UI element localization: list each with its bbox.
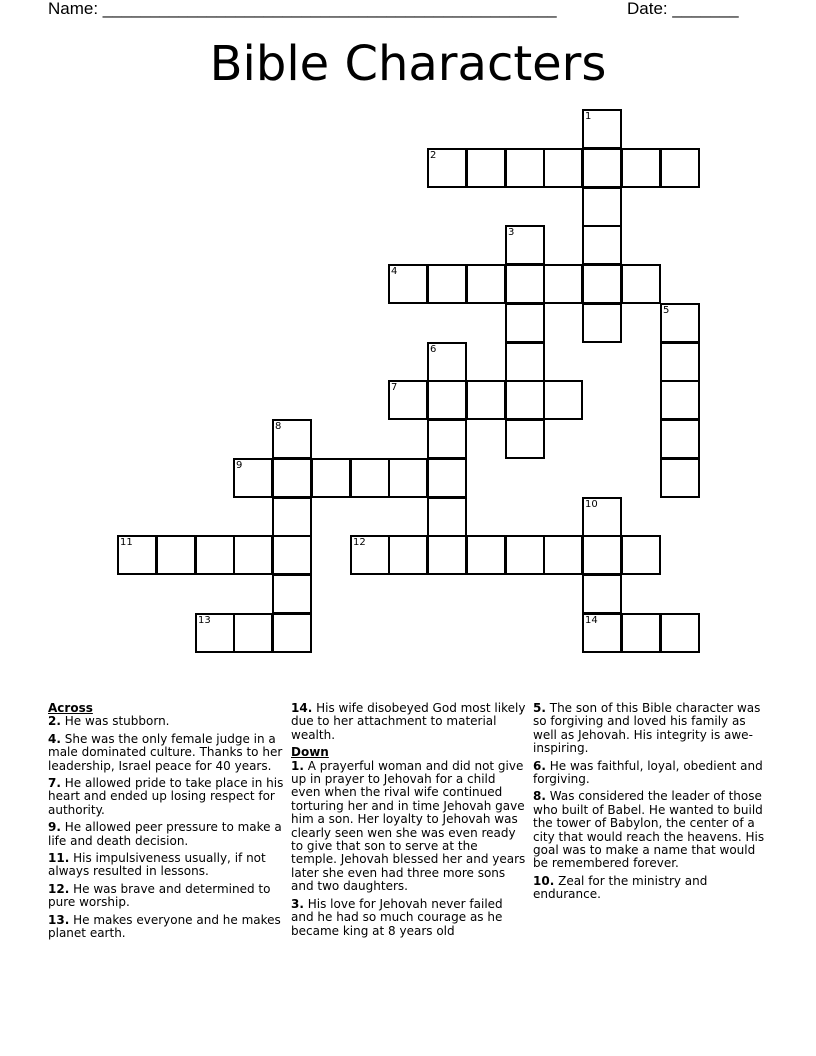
clue-number-label: 8 — [275, 421, 282, 432]
down-clue-5 — [533, 702, 769, 756]
down-heading: Down — [291, 745, 329, 760]
clue-number-label: 6 — [430, 344, 437, 355]
clue-text: He makes everyone and he makes planet earth. — [48, 912, 281, 941]
grid-cell[interactable] — [582, 303, 622, 343]
grid-cell[interactable] — [427, 380, 467, 420]
grid-cell[interactable] — [543, 264, 583, 304]
grid-cell[interactable] — [621, 535, 661, 575]
clue-number: 1. — [291, 758, 304, 773]
grid-cell[interactable] — [466, 535, 506, 575]
grid-cell[interactable] — [582, 535, 622, 575]
clue-text: Was considered the leader of those who built of Babel. He wanted to build the tower of Babylon, the center of a city that would reach the heavens. His goal was to make a name that would be remembered forever. — [533, 789, 765, 871]
grid-cell[interactable] — [427, 535, 467, 575]
grid-cell[interactable] — [582, 574, 622, 614]
across-clue-7 — [48, 777, 284, 817]
clue-number-label: 3 — [508, 227, 515, 238]
date-field-label: Date: _______ — [627, 0, 739, 18]
down-clue-8 — [533, 790, 769, 870]
across-clue-4 — [48, 733, 284, 773]
across-clue-9 — [48, 821, 284, 848]
across-clue-14 — [291, 702, 526, 742]
grid-cell[interactable] — [272, 574, 312, 614]
clue-number-label: 14 — [585, 615, 598, 626]
grid-cell[interactable] — [195, 535, 235, 575]
clue-text: His wife disobeyed God most likely due to her attachment to material wealth. — [291, 701, 526, 742]
grid-cell[interactable] — [156, 535, 196, 575]
across-clue-2 — [48, 715, 284, 728]
clue-number-label: 9 — [236, 460, 243, 471]
grid-cell[interactable] — [621, 148, 661, 188]
grid-cell[interactable] — [388, 458, 428, 498]
down-clue-10 — [533, 875, 769, 902]
down-clue-3 — [291, 898, 526, 938]
clue-text: Zeal for the ministry and endurance. — [533, 873, 708, 902]
grid-cell[interactable] — [505, 380, 545, 420]
grid-cell[interactable] — [582, 225, 622, 265]
clue-number: 10. — [533, 873, 555, 888]
clue-number-label: 10 — [585, 499, 598, 510]
grid-cell[interactable] — [427, 264, 467, 304]
across-heading: Across — [48, 701, 93, 715]
clue-text: The son of this Bible character was so forgiving and loved his family as well as Jehovah. His integrity is awe-inspiring. — [533, 701, 761, 756]
clues-column-3 — [533, 702, 769, 906]
grid-cell[interactable] — [505, 264, 545, 304]
page-title: Bible Characters — [209, 36, 607, 92]
grid-cell[interactable] — [427, 458, 467, 498]
clue-number: 4. — [48, 731, 61, 746]
grid-cell[interactable] — [272, 458, 312, 498]
grid-cell[interactable] — [233, 613, 273, 653]
clue-text: A prayerful woman and did not give up in prayer to Jehovah for a child even when the rival wife continued torturing her and in time Jehovah gave him a son. Her loyalty to Jehovah was clearly seen wen she was even ready to give that son to serve at the temple. Jehovah blessed her and years later she even had three more sons and two daughters. — [291, 758, 526, 894]
grid-cell[interactable] — [660, 148, 700, 188]
grid-cell[interactable] — [427, 419, 467, 459]
grid-cell[interactable] — [543, 535, 583, 575]
grid-cell[interactable] — [466, 380, 506, 420]
grid-cell[interactable] — [621, 613, 661, 653]
clue-number: 5. — [533, 701, 546, 715]
grid-cell[interactable] — [272, 535, 312, 575]
grid-cell[interactable] — [660, 613, 700, 653]
grid-cell[interactable] — [466, 264, 506, 304]
grid-cell[interactable] — [505, 535, 545, 575]
clue-number: 3. — [291, 896, 304, 911]
clue-number: 6. — [533, 758, 546, 773]
clue-number: 14. — [291, 701, 313, 715]
grid-cell[interactable] — [388, 535, 428, 575]
clue-text: He allowed peer pressure to make a life and death decision. — [48, 820, 282, 848]
clue-text: His impulsiveness usually, if not always resulted in lessons. — [48, 851, 266, 879]
clue-text: He was faithful, loyal, obedient and forgiving. — [533, 758, 763, 787]
clue-number: 9. — [48, 820, 61, 835]
grid-cell[interactable] — [543, 148, 583, 188]
clue-number: 12. — [48, 881, 70, 896]
clue-text: His love for Jehovah never failed and he had so much courage as he became king at 8 years old — [291, 896, 503, 938]
grid-cell[interactable] — [582, 187, 622, 227]
across-clue-13 — [48, 914, 284, 941]
clue-number-label: 4 — [391, 266, 398, 277]
clues-column-2 — [291, 702, 526, 942]
across-clue-12 — [48, 883, 284, 910]
clue-number-label: 11 — [120, 537, 133, 548]
clue-number: 7. — [48, 776, 61, 791]
grid-cell[interactable] — [660, 419, 700, 459]
clue-text: He was stubborn. — [64, 714, 170, 729]
clue-text: He allowed pride to take place in his heart and ended up losing respect for authority. — [48, 776, 284, 817]
grid-cell[interactable] — [427, 497, 467, 537]
grid-cell[interactable] — [272, 613, 312, 653]
clue-number: 8. — [533, 789, 546, 804]
clue-text: She was the only female judge in a male dominated culture. Thanks to her leadership, Israel peace for 40 years. — [48, 731, 283, 773]
grid-cell[interactable] — [311, 458, 351, 498]
clue-number-label: 13 — [198, 615, 211, 626]
grid-cell[interactable] — [660, 380, 700, 420]
name-field-label: Name: ________________________________________________ — [48, 0, 557, 18]
across-clue-11 — [48, 852, 284, 879]
grid-cell[interactable] — [350, 458, 390, 498]
grid-cell[interactable] — [272, 497, 312, 537]
down-clue-6 — [533, 760, 769, 787]
grid-cell[interactable] — [466, 148, 506, 188]
grid-cell[interactable] — [505, 148, 545, 188]
grid-cell[interactable] — [621, 264, 661, 304]
grid-cell[interactable] — [505, 303, 545, 343]
grid-cell[interactable] — [543, 380, 583, 420]
grid-cell[interactable] — [505, 419, 545, 459]
clue-number-label: 5 — [663, 305, 670, 316]
clue-number-label: 12 — [353, 537, 366, 548]
clue-text: He was brave and determined to pure worship. — [48, 881, 271, 910]
clues-column-1 — [48, 702, 284, 945]
grid-cell[interactable] — [582, 264, 622, 304]
grid-cell[interactable] — [660, 342, 700, 382]
clue-number: 13. — [48, 912, 70, 927]
down-clue-1 — [291, 760, 526, 894]
grid-cell[interactable] — [582, 148, 622, 188]
clue-number-label: 1 — [585, 111, 592, 122]
grid-cell[interactable] — [233, 535, 273, 575]
clue-number: 2. — [48, 714, 61, 729]
clue-number: 11. — [48, 851, 70, 866]
clue-number-label: 2 — [430, 150, 437, 161]
clue-number-label: 7 — [391, 382, 398, 393]
grid-cell[interactable] — [660, 458, 700, 498]
grid-cell[interactable] — [505, 342, 545, 382]
